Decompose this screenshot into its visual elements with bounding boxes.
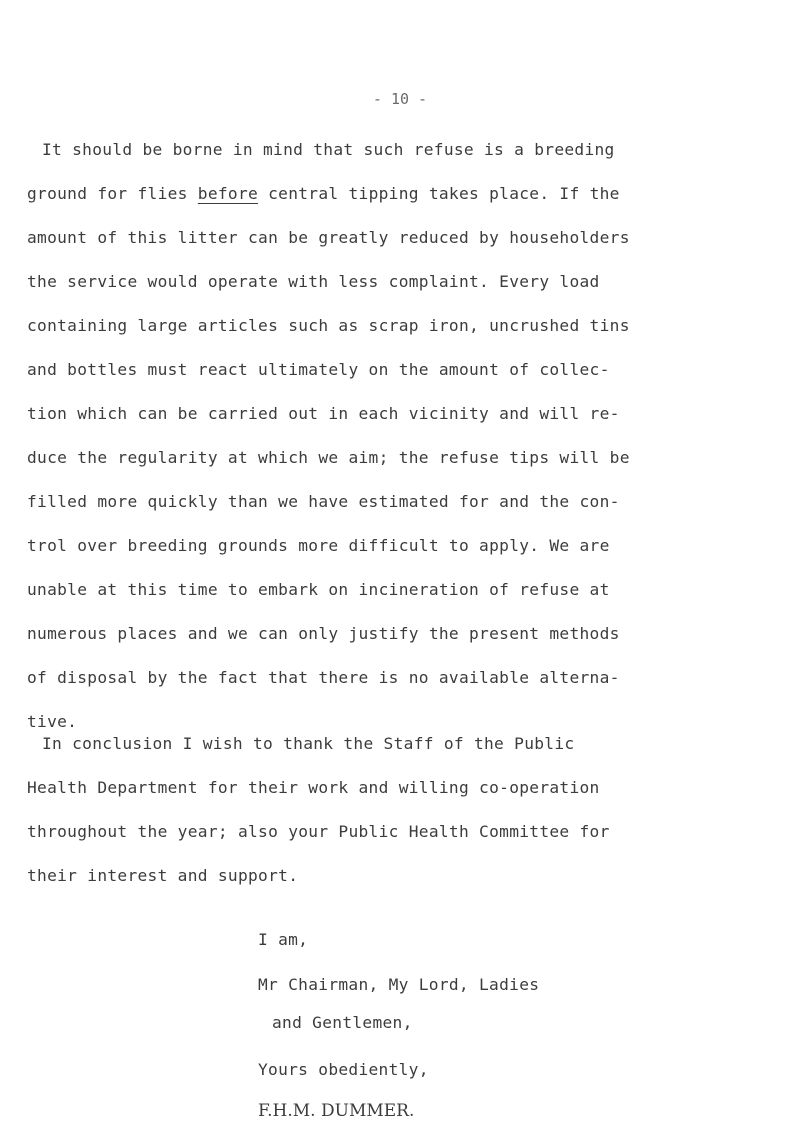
paragraph-1-line-14: tive. — [27, 712, 78, 731]
signature-name: F.H.M. DUMMER. — [258, 1101, 415, 1121]
paragraph-1-line-13: of disposal by the fact that there is no available alterna- — [27, 668, 620, 687]
paragraph-1-line-12: numerous places and we can only justify the present methods — [27, 624, 620, 643]
paragraph-1-line-5: containing large articles such as scrap iron, uncrushed tins — [27, 316, 630, 335]
paragraph-2-line-4: their interest and support. — [27, 866, 299, 885]
paragraph-1-line-10: trol over breeding grounds more difficult to apply. We are — [27, 536, 610, 555]
paragraph-1-line-6: and bottles must react ultimately on the amount of collec- — [27, 360, 610, 379]
paragraph-1-line-4: the service would operate with less complaint. Every load — [27, 272, 600, 291]
closing-i-am: I am, — [258, 930, 309, 949]
paragraph-1-line-1: It should be borne in mind that such refuse is a breeding — [42, 140, 615, 159]
paragraph-1-line-3: amount of this litter can be greatly reduced by householders — [27, 228, 630, 247]
paragraph-1-line-7: tion which can be carried out in each vicinity and will re- — [27, 404, 620, 423]
paragraph-1-line-11: unable at this time to embark on incineration of refuse at — [27, 580, 610, 599]
paragraph-1-line-8: duce the regularity at which we aim; the refuse tips will be — [27, 448, 630, 467]
closing-yours: Yours obediently, — [258, 1060, 429, 1079]
line-2-part-b: central tipping takes place. If the — [258, 184, 620, 203]
paragraph-2-line-3: throughout the year; also your Public Health Committee for — [27, 822, 610, 841]
closing-salutation-line-1: Mr Chairman, My Lord, Ladies — [258, 975, 540, 994]
underlined-word: before — [197, 184, 259, 203]
paragraph-2-line-2: Health Department for their work and willing co-operation — [27, 778, 600, 797]
paragraph-1-line-2 — [27, 184, 620, 203]
paragraph-2-line-1: In conclusion I wish to thank the Staff of the Public — [42, 734, 575, 753]
closing-salutation-line-2: and Gentlemen, — [272, 1013, 413, 1032]
line-2-part-a: ground for flies — [27, 184, 198, 203]
page-number: - 10 - — [372, 90, 428, 108]
paragraph-1-line-9: filled more quickly than we have estimated for and the con- — [27, 492, 620, 511]
